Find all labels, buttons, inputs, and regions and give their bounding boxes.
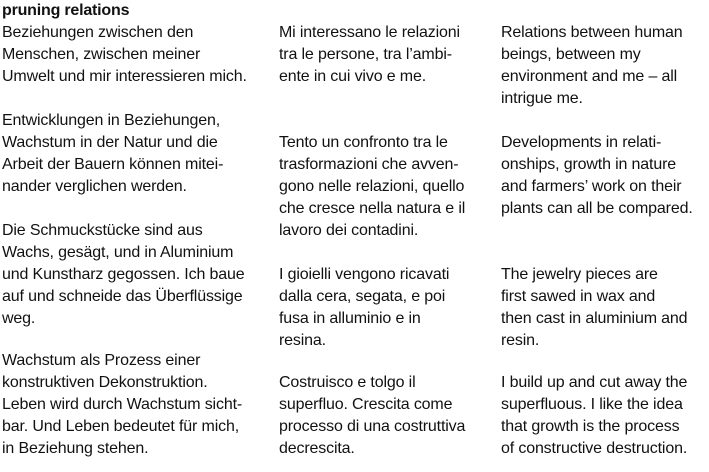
english-paragraph-4: I build up and cut away the superfluous. I like the idea that growth is the process of constructive destruction. xyxy=(501,374,688,457)
english-paragraph-1: Relations between human beings, between my environment and me – all intrigue me. xyxy=(501,24,683,107)
german-paragraph-3: Die Schmuckstücke sind aus Wachs, gesägt, und in Aluminium und Kunstharz gegossen. Ich baue auf und schneide das Überflüssige weg. xyxy=(2,222,245,327)
italian-paragraph-3: I gioielli vengono ricavati dalla cera, segata, e poi fusa in alluminio e in resina. xyxy=(279,266,450,349)
english-paragraph-3: The jewelry pieces are first sawed in wax and then cast in aluminium and resin. xyxy=(501,266,688,349)
italian-paragraph-1: Mi interessano le relazioni tra le persone, tra l’ambi- ente in cui vivo e me. xyxy=(279,24,460,85)
english-paragraph-2: Developments in relati- onships, growth in nature and farmers’ work on their plants can all be compared. xyxy=(501,134,693,217)
german-paragraph-1: Beziehungen zwischen den Menschen, zwischen meiner Umwelt und mir interessieren mich. xyxy=(2,24,247,85)
german-paragraph-2: Entwicklungen in Beziehungen, Wachstum in der Natur und die Arbeit der Bauern können mitei- nander verglichen werden. xyxy=(2,112,224,195)
german-paragraph-4: Wachstum als Prozess einer konstruktiven Dekonstruktion. Leben wird durch Wachstum sicht- bar. Und Leben bedeutet für mich, in Beziehung stehen. xyxy=(2,352,243,457)
italian-paragraph-2: Tento un confronto tra le trasformazioni che avven- gono nelle relazioni, quello che cresce nella natura e il lavoro dei contadini. xyxy=(279,134,466,239)
italian-paragraph-4: Costruisco e tolgo il superfluo. Crescita come processo di una costruttiva decrescita. xyxy=(279,374,466,457)
page-title: pruning relations xyxy=(2,2,130,19)
